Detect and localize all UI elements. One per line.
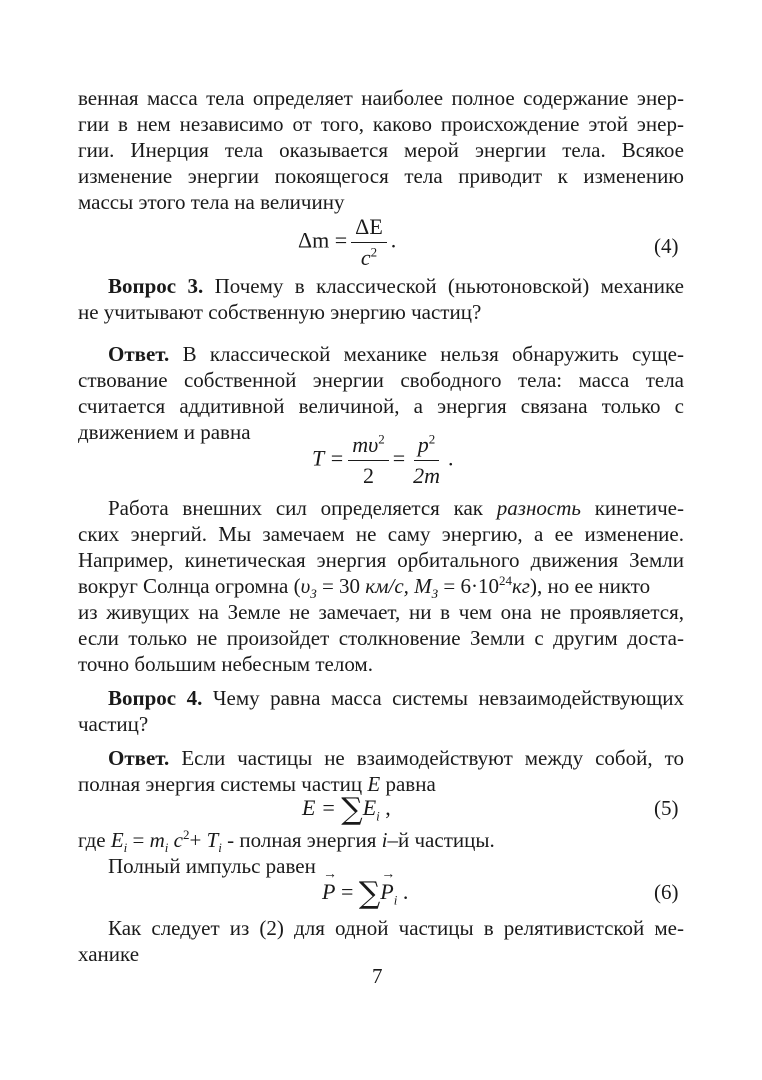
text-line: Как следует из (2) для одной частицы в релятивистской ме- [108, 916, 684, 940]
text-line: венная масса тела определяет наиболее полное содержание энер- [78, 86, 684, 110]
answer-label: Ответ. [108, 342, 170, 366]
answer-4-line: Ответ. Если частицы не взаимодействуют между собой, то [108, 746, 684, 770]
text-line: частиц? [78, 712, 149, 736]
eq4-lhs: Δm = [298, 227, 348, 253]
text-line: изменение энергии покоящегося тела приводит к изменению [78, 164, 684, 188]
frac-p2: $\frac{p^2}{2m}$ [413, 431, 440, 488]
text-line: ханике [78, 942, 140, 966]
answer-3-line: Ответ. В классической механике нельзя обнаружить суще- [108, 342, 684, 366]
question-label: Вопрос 4. [108, 686, 203, 710]
text-line: полная энергия системы частиц E равна [78, 772, 436, 796]
vector-P: → P [322, 879, 335, 905]
text-line: гии в нем независимо от того, каково происхождение этой энер- [78, 112, 684, 136]
text-line: Работа внешних сил определяется как разность кинетиче- [108, 496, 684, 520]
equation-kinetic-energy: T = $\frac{m\upsilon^2}{2}$ = $\frac{p^2}{2m}$ . [312, 431, 454, 488]
page-number: 7 [372, 964, 383, 988]
question-4-line: Вопрос 4. Чему равна масса системы невзаимодействующих [108, 686, 684, 710]
equation-number-5: (5) [654, 796, 679, 820]
text-line: вокруг Солнца огромна ($\upsilon_З = 30$ км/с, $M_З = 6\cdot 10^{24}кг$), но ее никто [78, 573, 651, 602]
frac-mv2: $\frac{m\upsilon^2}{2}$ [348, 432, 389, 489]
equation-5: $E = \sum E_i$ , [302, 792, 391, 827]
emphasis: разность [496, 496, 581, 520]
text-line: Например, кинетическая энергия орбитального движения Земли [78, 548, 684, 572]
equation-6: → P = ∑→ $P_i$ . [322, 876, 408, 911]
eq4-numerator: ΔE [351, 214, 387, 243]
text-line: ских энергий. Мы замечаем не саму энергию, а ее изменение. [78, 522, 684, 546]
equation-number-4: (4) [654, 234, 679, 258]
text-line: точно большим небесным телом. [78, 652, 373, 676]
text-line: считается аддитивной величиной, а энергия связана только с [78, 394, 684, 418]
text-line: где $E_i = m_i$ $c^2+ T_i$ - полная энергия i–й частицы. [78, 827, 495, 856]
text-line: ствование собственной энергии свободного тела: масса тела [78, 368, 684, 392]
answer-label: Ответ. [108, 746, 170, 770]
vector-Pi: → P [380, 879, 393, 905]
equation-4 [298, 214, 396, 271]
text-line: не учитывают собственную энергию частиц? [78, 300, 482, 324]
text-line: если только не произойдет столкновение Земли с другим доста- [78, 626, 684, 650]
question-label: Вопрос 3. [108, 274, 204, 298]
text-line: массы этого тела на величину [78, 190, 345, 214]
text-line: Полный импульс равен [108, 854, 316, 878]
eq4-denominator: $c^2$ [360, 244, 378, 270]
question-3-line: Вопрос 3. Почему в классической (ньютоновской) механике [108, 274, 684, 298]
text-line: движением и равна [78, 420, 251, 444]
text-line: гии. Инерция тела оказывается мерой энергии тела. Всякое [78, 138, 684, 162]
eq4-fraction [351, 214, 387, 271]
text-line: из живущих на Земле не замечает, ни в чем она не проявляется, [78, 600, 684, 624]
eq4-tail: . [390, 227, 397, 253]
equation-number-6: (6) [654, 880, 679, 904]
